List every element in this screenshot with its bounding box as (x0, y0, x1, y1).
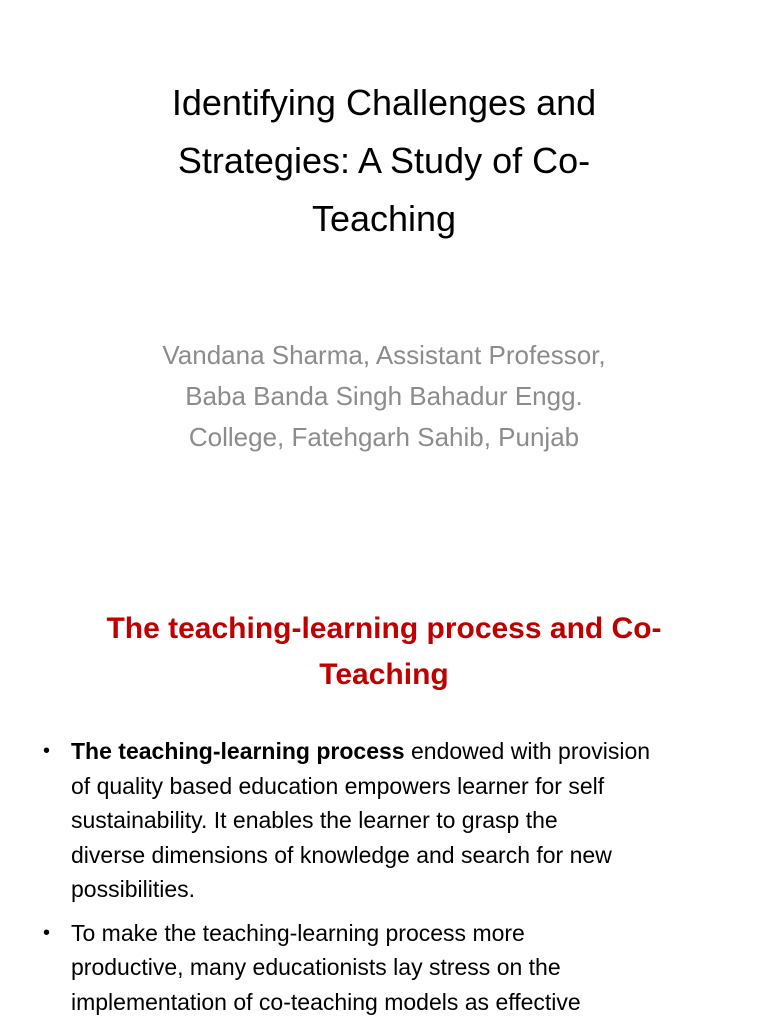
bullet-line: possibilities. (71, 876, 195, 902)
bold-lead-text: The teaching-learning process (71, 738, 405, 764)
bullet-line: implementation of co-teaching models as effective (71, 988, 581, 1015)
slide-title-line: Strategies: A Study of Co- (177, 140, 591, 181)
slide-title-line: Teaching (311, 198, 457, 239)
bullet-icon: • (43, 921, 51, 944)
author-subtitle-line: Baba Banda Singh Bahadur Engg. (185, 381, 583, 411)
author-subtitle-line: College, Fatehgarh Sahib, Punjab (188, 422, 580, 452)
bullet-icon: • (43, 740, 51, 762)
slide-title-line: Identifying Challenges and (171, 82, 597, 123)
slide-heading (0, 606, 768, 698)
content-slide (0, 576, 768, 1024)
bullet-line: diverse dimensions of knowledge and search for new (71, 841, 612, 868)
author-subtitle (0, 335, 768, 458)
bullet-list (40, 734, 740, 1024)
bullet-line: To make the teaching-learning process more (71, 919, 525, 946)
bullet-item (40, 734, 740, 907)
bullet-text: endowed with provision (404, 738, 651, 764)
bullet-item (40, 916, 740, 1020)
slide-heading-line: The teaching-learning process and Co- (106, 612, 662, 645)
bullet-line (71, 734, 740, 769)
bullet-line: of quality based education empowers learner for self (71, 772, 605, 799)
author-subtitle-line: Vandana Sharma, Assistant Professor, (162, 340, 606, 370)
bullet-line: productive, many educationists lay stress on the (71, 954, 561, 980)
slide-title (0, 74, 768, 248)
bullet-line: sustainability. It enables the learner to grasp the (71, 807, 558, 833)
slide-heading-line: Teaching (319, 658, 449, 691)
